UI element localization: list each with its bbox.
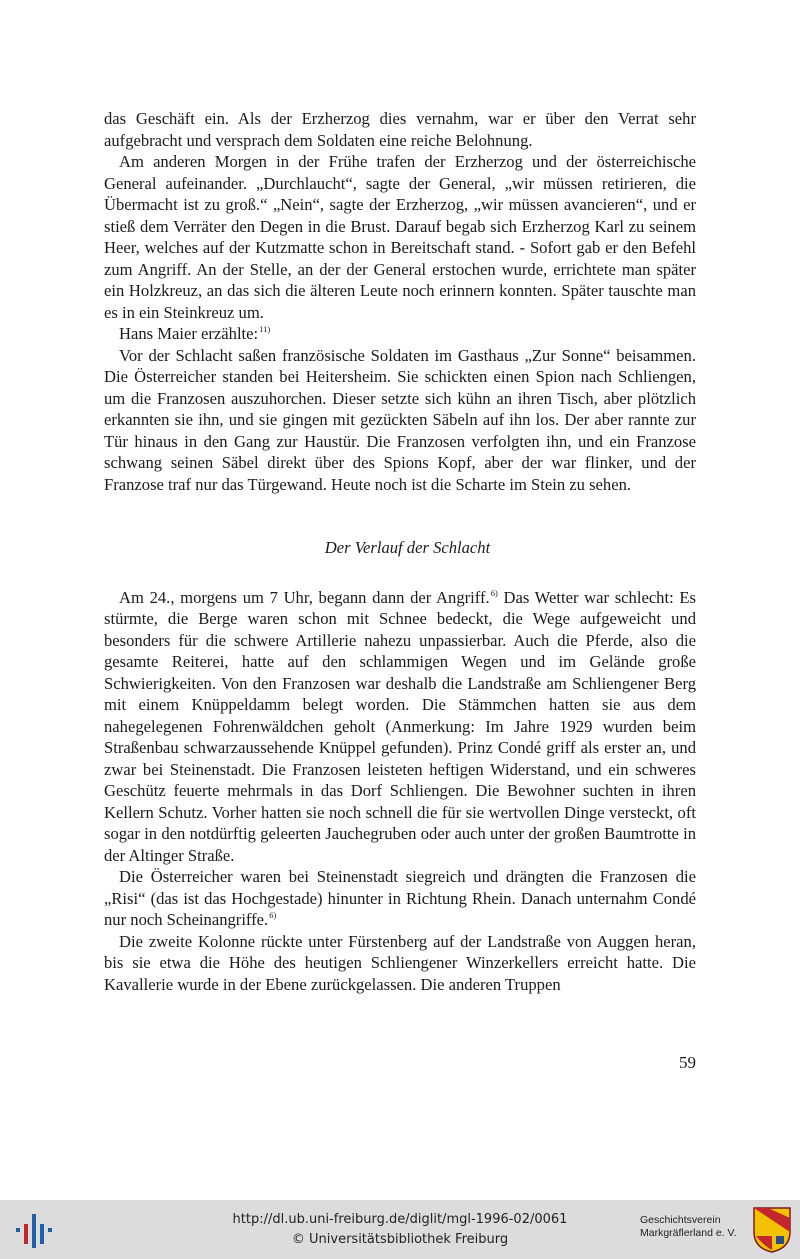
paragraph-verrat: das Geschäft ein. Als der Erzherzog dies vernahm, war er über den Verrat sehr aufgebracht und versprach dem Soldaten eine reiche Belohnung.	[104, 109, 696, 150]
section-heading: Der Verlauf der Schlacht	[324, 538, 491, 557]
body-text	[104, 108, 696, 995]
risi-text: Die Österreicher waren bei Steinenstadt siegreich und drängten die Franzosen die „Risi“ (das ist das Hochgestade) hinunter in Richtung Rhein. Danach unternahm Condé nur noch Scheinangriffe.	[104, 867, 696, 929]
footnote-ref-6b: 6)	[269, 910, 277, 920]
angriff-text-start: Am 24., morgens um 7 Uhr, begann dann der Angriff.	[119, 587, 490, 607]
footnote-ref-6: 6)	[490, 587, 498, 598]
paragraph-morgen: Am anderen Morgen in der Frühe trafen der Erzherzog und der österreichische General aufeinander. „Durchlaucht“, sagte der General, „wir müssen retirieren, die Übermacht ist zu groß.“ „Nein“, sagte der Erzherzog, „wir müssen avancieren“, und er stieß dem Verräter den Degen in die Brust. Darauf begab sich Erzherzog Karl zu seinem Heer, welches auf der Kutzmatte schon in Bereitschaft stand. - Sofort gab er den Befehl zum Angriff. An der Stelle, an der der General erstochen wurde, errichtete man später ein Holzkreuz, an das sich die älteren Leute noch erinnern konnten. Später tauschte man es in ein Steinkreuz um.	[104, 152, 696, 322]
society-name	[640, 1214, 752, 1240]
paragraph-hans-maier	[104, 323, 696, 345]
paragraph-angriff	[104, 587, 696, 867]
footer-info	[150, 1210, 650, 1250]
society-crest-icon	[752, 1206, 792, 1254]
footer-url[interactable]: http://dl.ub.uni-freiburg.de/diglit/mgl-1996-02/0061	[232, 1212, 568, 1227]
ub-freiburg-logo-icon[interactable]	[14, 1210, 54, 1252]
hans-maier-text: Hans Maier erzählte:	[119, 324, 259, 343]
paragraph-risi	[104, 866, 696, 931]
footer-copyright: © Universitätsbibliothek Freiburg	[291, 1232, 509, 1247]
angriff-text-rest: Das Wetter war schlecht: Es stürmte, die Berge waren schon mit Schnee bedeckt, die Wege aufgeweicht und besonders für die schwere Artillerie nahezu unpassierbar. Auch die Pferde, also die gesamte Reiterei, hatte auf den schlammigen Wegen und im Gelände große Schwierigkeiten. Von den Franzosen war deshalb die Landstraße am Schliengener Berg mit einem Knüppeldamm belegt worden. Die Stämmchen hatten sie aus dem nahegelegenen Fohrenwäldchen geholt (Anmerkung: Im Jahre 1929 wurden beim Straßenbau schwarzaussehende Knüppel gefunden). Prinz Condé griff als erster an, und zwar bei Steinenstadt. Die Franzosen leisteten heftigen Widerstand, und ein schweres Geschütz feuerte mehrmals in das Dorf Schliengen. Die Bewohner suchten in ihren Kellern Schutz. Vorher hatten sie noch schnell die für sie wertvollen Dinge versteckt, oft sogar in den notdürftig geleerten Jauchegruben oder auch unter der großen Baumtrotte in der Altinger Straße.	[104, 587, 696, 865]
society-name-line1: Geschichtsverein	[640, 1214, 721, 1226]
page-number: 59	[679, 1053, 696, 1072]
footnote-ref-11: 11)	[259, 324, 271, 334]
paragraph-kolonne: Die zweite Kolonne rückte unter Fürstenberg auf der Landstraße von Auggen heran, bis sie etwa die Höhe des heutigen Schliengener Winzerkellers erreicht hatte. Die Kavallerie wurde in der Ebene zurückgelassen. Die anderen Truppen	[104, 931, 696, 994]
society-name-line2: Markgräflerland e. V.	[640, 1227, 737, 1239]
footer-bar	[0, 1200, 800, 1259]
paragraph-spion: Vor der Schlacht saßen französische Soldaten im Gasthaus „Zur Sonne“ beisammen. Die Österreicher standen bei Heitersheim. Sie schickten einen Spion nach Schliengen, um die Franzosen auszuhorchen. Dieser setzte sich kühn an ihren Tisch, aber plötzlich erkannten sie ihn, und sie gingen mit gezückten Säbeln auf ihn los. Der aber rannte zur Tür hinaus in den Gang zur Haustür. Die Franzosen verfolgten ihn, und ein Franzose schwang seinen Säbel direkt über des Spions Kopf, aber der war flinker, und der Franzose traf nur das Türgewand. Heute noch ist die Scharte im Stein zu sehen.	[104, 345, 696, 494]
